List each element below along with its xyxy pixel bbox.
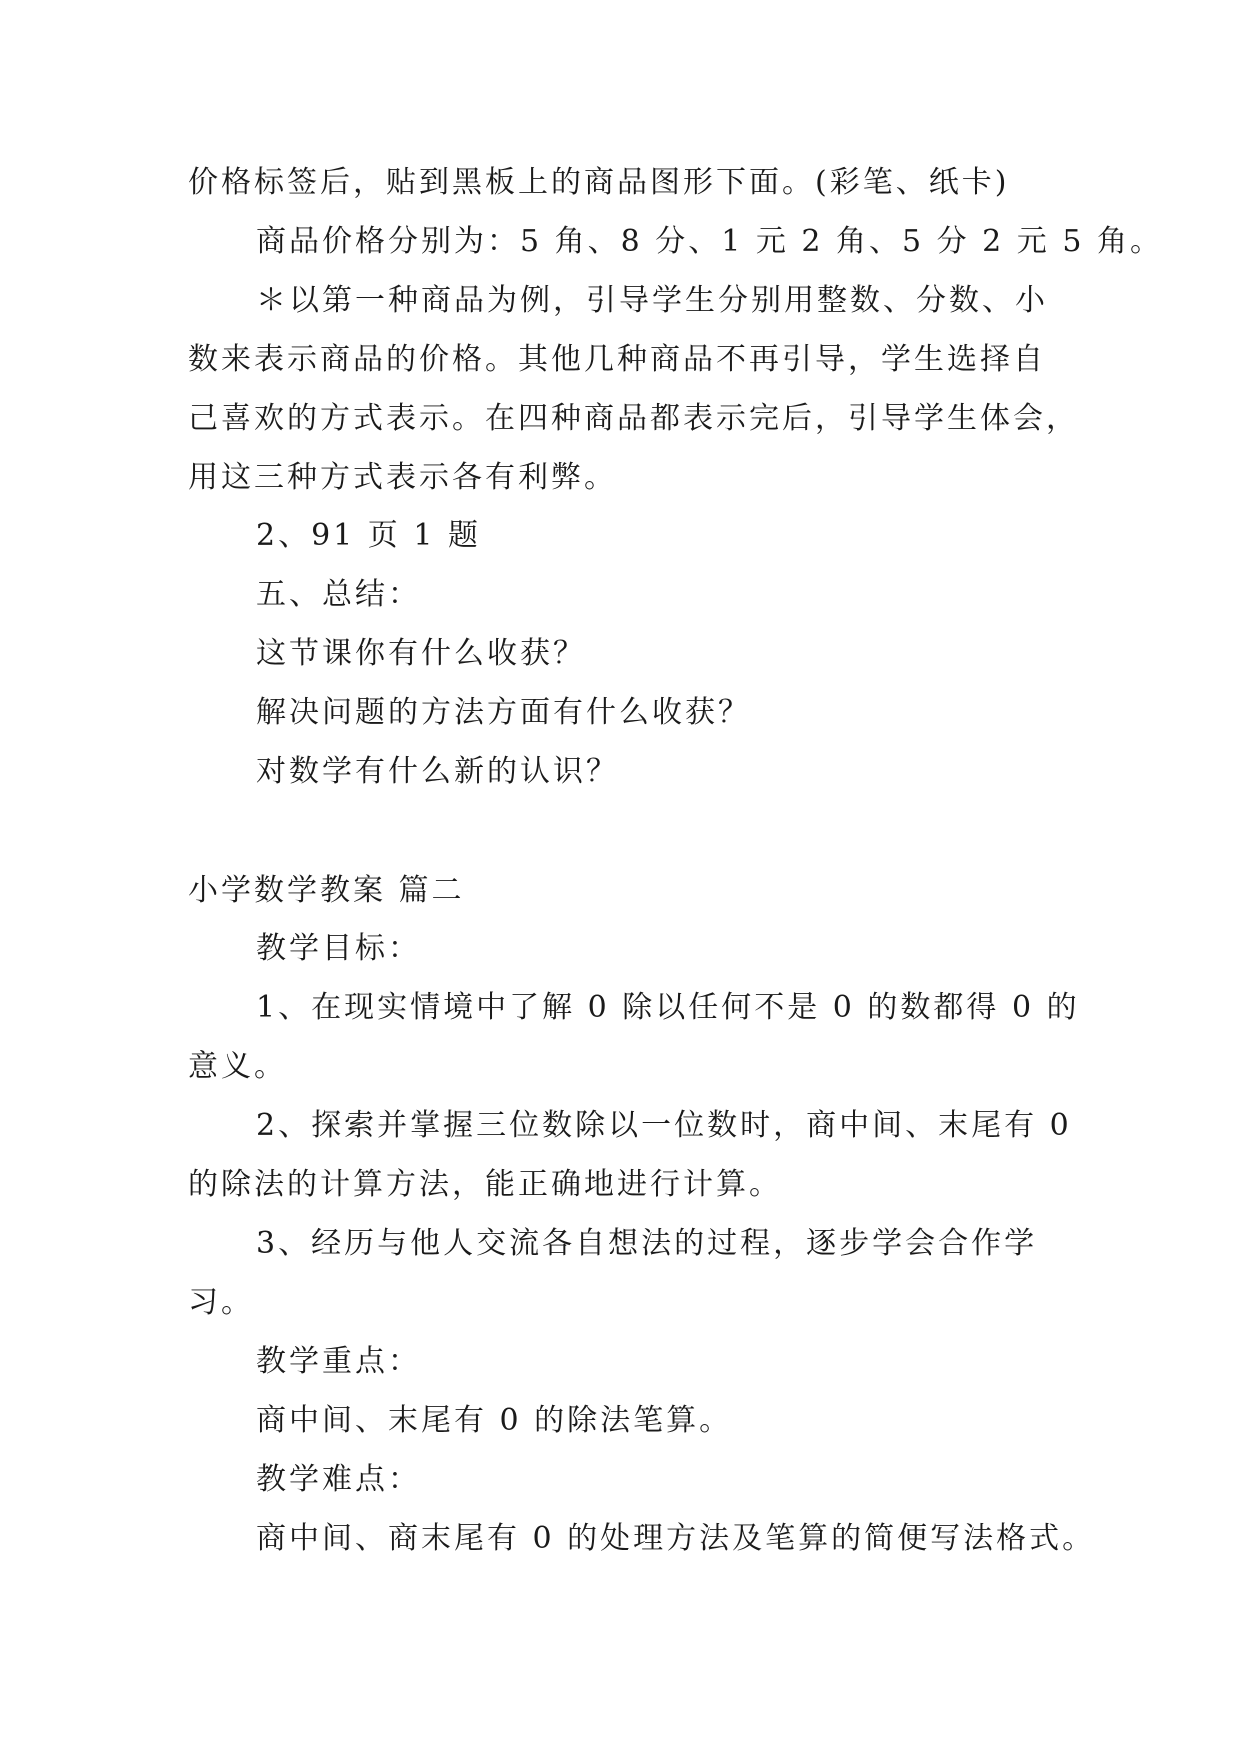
text-line: 数来表示商品的价格。其他几种商品不再引导，学生选择自 <box>188 342 1046 377</box>
text-line: 2、91 页 1 题 <box>256 518 481 553</box>
text-line: 解决问题的方法方面有什么收获？ <box>256 695 751 730</box>
text-line: 2、探索并掌握三位数除以一位数时，商中间、末尾有 0 <box>256 1108 1072 1143</box>
text-line: 教学难点： <box>256 1462 421 1497</box>
text-line: ＊以第一种商品为例，引导学生分别用整数、分数、小 <box>256 283 1048 318</box>
text-line: 教学重点： <box>256 1344 421 1379</box>
text-line: 商品价格分别为：5 角、8 分、1 元 2 角、5 分 2 元 5 角。 <box>256 224 1163 259</box>
text-line: 意义。 <box>188 1049 287 1084</box>
text-line: 教学目标： <box>256 931 421 966</box>
text-line: 1、在现实情境中了解 0 除以任何不是 0 的数都得 0 的 <box>256 990 1080 1025</box>
text-line: 习。 <box>188 1285 254 1320</box>
text-line: 对数学有什么新的认识？ <box>256 754 619 789</box>
text-line: 五、总结： <box>256 577 421 612</box>
text-line: 3、经历与他人交流各自想法的过程，逐步学会合作学 <box>256 1226 1038 1261</box>
text-line: 商中间、商末尾有 0 的处理方法及笔算的简便写法格式。 <box>256 1521 1096 1556</box>
section-heading: 小学数学教案 篇二 <box>188 873 465 908</box>
text-line: 己喜欢的方式表示。在四种商品都表示完后，引导学生体会， <box>188 401 1079 436</box>
text-line: 商中间、末尾有 0 的除法笔算。 <box>256 1403 733 1438</box>
text-line: 这节课你有什么收获？ <box>256 636 586 671</box>
text-line: 价格标签后，贴到黑板上的商品图形下面。(彩笔、纸卡) <box>188 165 1010 200</box>
text-line: 的除法的计算方法，能正确地进行计算。 <box>188 1167 782 1202</box>
text-line: 用这三种方式表示各有利弊。 <box>188 460 617 495</box>
